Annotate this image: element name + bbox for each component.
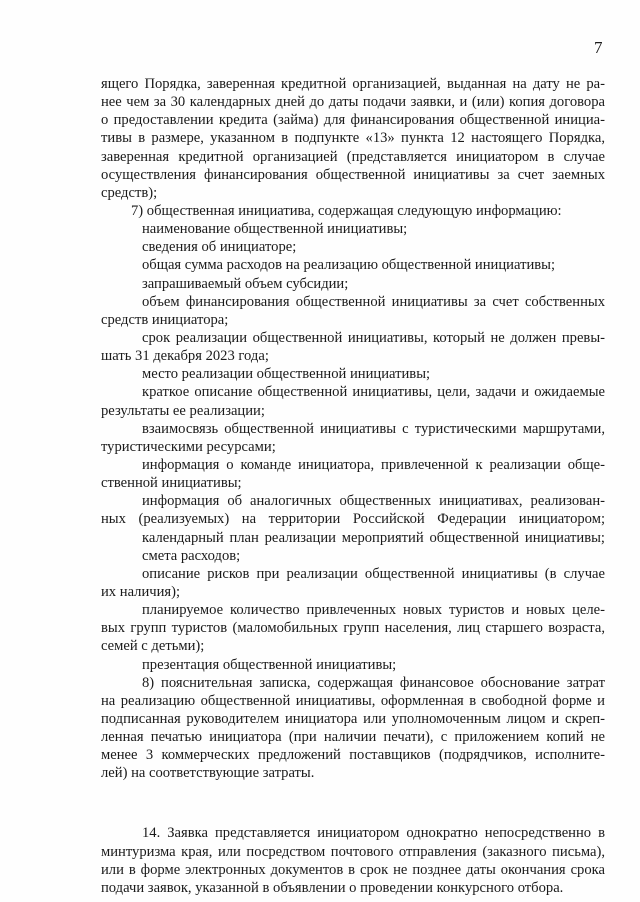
text-line: общая сумма расходов на реализацию общественной инициативы; [142,257,556,274]
text-line: презентация общественной инициативы; [142,656,397,673]
text-line: планируемое количество привлеченных новых туристов и новых целе- [142,602,605,619]
text-line: место реализации общественной инициативы; [142,366,431,383]
paragraph-spacer [101,782,605,824]
text-line: информация о команде инициатора, привлеченной к реализации обще- [142,456,605,473]
text-line: менее 3 коммерческих предложений поставщиков (подрядчиков, исполните- [101,747,605,764]
text-line: 8) пояснительная записка, содержащая финансовое обоснование затрат [142,674,605,691]
text-line: ственной инициативы; [101,475,242,492]
text-line: вых групп туристов (маломобильных групп населения, лиц старшего возраста, [101,620,605,637]
text-line: на реализацию общественной инициативы, оформленная в свободной форме и [101,692,605,709]
text-line: осуществления финансирования общественной инициативы за счет заемных [101,166,605,183]
text-line: подписанная руководителем инициатора или уполномоченным лицом и скреп- [101,710,605,727]
text-line: ящего Порядка, заверенная кредитной организацией, выданная на дату не ра- [101,76,605,92]
text-line: описание рисков при реализации общественной инициативы (в случае [142,565,605,582]
text-line: срок реализации общественной инициативы, который не должен превы- [142,329,605,346]
page-number: 7 [594,38,603,57]
text-line: тивы в размере, указанном в подпункте «13» пункта 12 настоящего Порядка, [101,130,605,147]
text-line: о предоставлении кредита (займа) для финансирования общественной инициа- [101,112,605,129]
text-line: 7) общественная инициатива, содержащая следующую информацию: [131,202,562,219]
text-line: их наличия); [101,583,181,600]
text-line: запрашиваемый объем субсидии; [142,275,349,292]
text-line: средств инициатора; [101,311,229,328]
text-line: информация об аналогичных общественных инициативах, реализован- [142,493,605,510]
text-line: смета расходов; [142,547,241,564]
text-line: туристическими ресурсами; [101,438,276,455]
text-line: минтуризма края, или посредством почтового отправления (заказного письма), [101,843,605,860]
text-line: или в форме электронных документов в срок не позднее даты окончания срока [101,861,605,878]
text-line: ных (реализуемых) на территории Российской Федерации инициатором; [101,511,605,528]
text-line: шать 31 декабря 2023 года; [101,348,269,365]
text-line: заверенная кредитной организацией (представляется инициатором в случае [101,148,605,165]
text-line: нее чем за 30 календарных дней до даты подачи заявки, и (или) копия договора [101,94,605,111]
text-line: взаимосвязь общественной инициативы с туристическими маршрутами, [142,420,605,437]
text-line: лей) на соответствующие затраты. [101,765,315,782]
text-line: сведения об инициаторе; [142,239,297,256]
document-body [101,75,605,897]
text-line: 14. Заявка представляется инициатором однократно непосредственно в [142,825,605,842]
text-line: семей с детьми); [101,638,205,655]
text-line: объем финансирования общественной инициативы за счет собственных [142,293,605,310]
text-line: календарный план реализации мероприятий общественной инициативы; [142,529,605,546]
text-line: ленная печатью инициатора (при наличии печати), с приложением копий не [101,729,605,746]
text-line: подачи заявок, указанной в объявлении о проведении конкурсного отбора. [101,879,564,896]
text-line: наименование общественной инициативы; [142,221,408,238]
text-line: краткое описание общественной инициативы, цели, задачи и ожидаемые [142,384,605,401]
text-line: результаты ее реализации; [101,402,265,419]
text-line: средств); [101,184,158,201]
